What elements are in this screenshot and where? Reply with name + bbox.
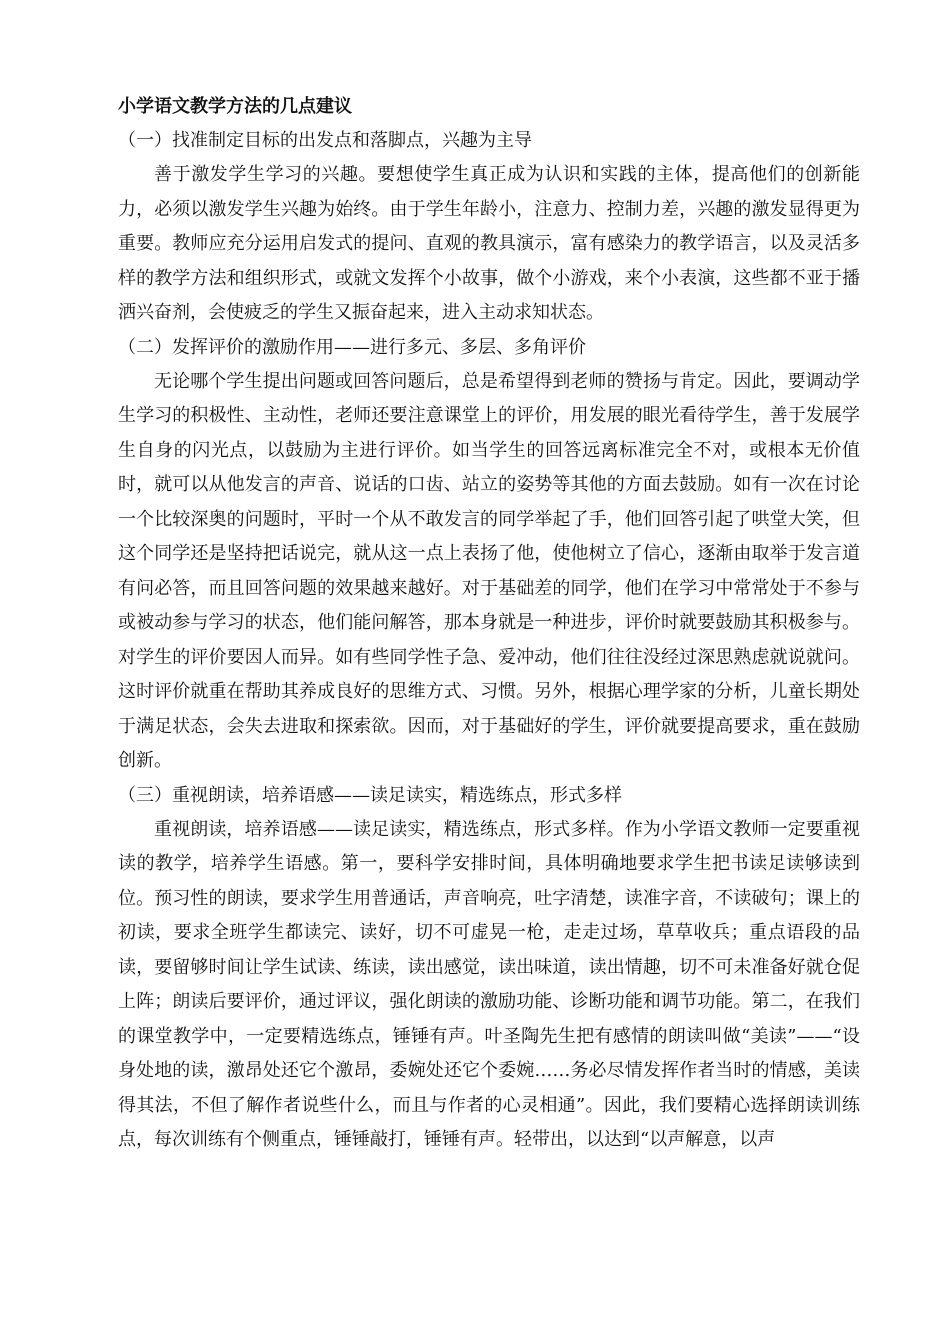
section-heading-2: （二）发挥评价的激励作用——进行多元、多层、多角评价 [118, 336, 586, 358]
document-body [118, 90, 860, 1158]
section-paragraph-2: 无论哪个学生提出问题或回答问题后，总是希望得到老师的赞扬与肯定。因此，要调动学生学习的积极性、主动性，老师还要注意课堂上的评价，用发展的眼光看待学生，善于发展学生自身的闪光点，以鼓励为主进行评价。如当学生的回答远离标准完全不对，或根本无价值时，就可以从他发言的声音、说话的口齿、站立的姿势等其他的方面去鼓励。如有一次在讨论一个比较深奥的问题时，平时一个从不敢发言的同学举起了手，他们回答引起了哄堂大笑，但这个同学还是坚持把话说完，就从这一点上表扬了他，使他树立了信心，逐渐由取举于发言道有问必答，而且回答问题的效果越来越好。对于基础差的同学，他们在学习中常常处于不参与或被动参与学习的状态，他们能问解答，那本身就是一种进步，评价时就要鼓励其积极参与。对学生的评价要因人而异。如有些同学性子急、爱冲动，他们往往没经过深思熟虑就说就问。这时评价就重在帮助其养成良好的思维方式、习惯。另外，根据心理学家的分析，儿童长期处于满足状态，会失去进取和探索欲。因而，对于基础好的学生，评价就要提高要求，重在鼓励创新。 [118, 370, 860, 771]
section-heading-1: （一）找准制定目标的出发点和落脚点，兴趣为主导 [118, 130, 532, 151]
section-paragraph-3: 重视朗读，培养语感——读足读实，精选练点，形式多样。作为小学语文教师一定要重视读的教学，培养学生语感。第一，要科学安排时间，具体明确地要求学生把书读足读够读到位。预习性的朗读，要求学生用普通话，声音响亮，吐字清楚，读准字音，不读破句；课上的初读，要求全班学生都读完、读好，切不可虚晃一枪，走走过场，草草收兵；重点语段的品读，要留够时间让学生试读、练读，读出感觉，读出味道，读出情趣，切不可未准备好就仓促上阵；朗读后要评价，通过评议，强化朗读的激励功能、诊断功能和调节功能。第二，在我们的课堂教学中，一定要精选练点，锤锤有声。叶圣陶先生把有感情的朗读叫做“美读”——“设身处地的读，激昂处还它个激昂，委婉处还它个委婉……务必尽情发挥作者当时的情感，美读得其法，不但了解作者说些什么，而且与作者的心灵相通”。因此，我们要精心选择朗读训练点，每次训练有个侧重点，锤锤敲打，锤锤有声。轻带出，以达到“以声解意，以声 [118, 818, 860, 1150]
section-heading-3: （三）重视朗读，培养语感——读足读实，精选练点，形式多样 [118, 784, 622, 806]
section-paragraph-1: 善于激发学生学习的兴趣。要想使学生真正成为认识和实践的主体，提高他们的创新能力，必须以激发学生兴趣为始终。由于学生年龄小，注意力、控制力差，兴趣的激发显得更为重要。教师应充分运用启发式的提问、直观的教具演示，富有感染力的教学语言，以及灵活多样的教学方法和组织形式，或就文发挥个小故事，做个小游戏，来个小表演，这些都不亚于播洒兴奋剂，会使疲乏的学生又振奋起来，进入主动求知状态。 [118, 164, 860, 323]
document-title: 小学语文教学方法的几点建议 [118, 96, 352, 117]
